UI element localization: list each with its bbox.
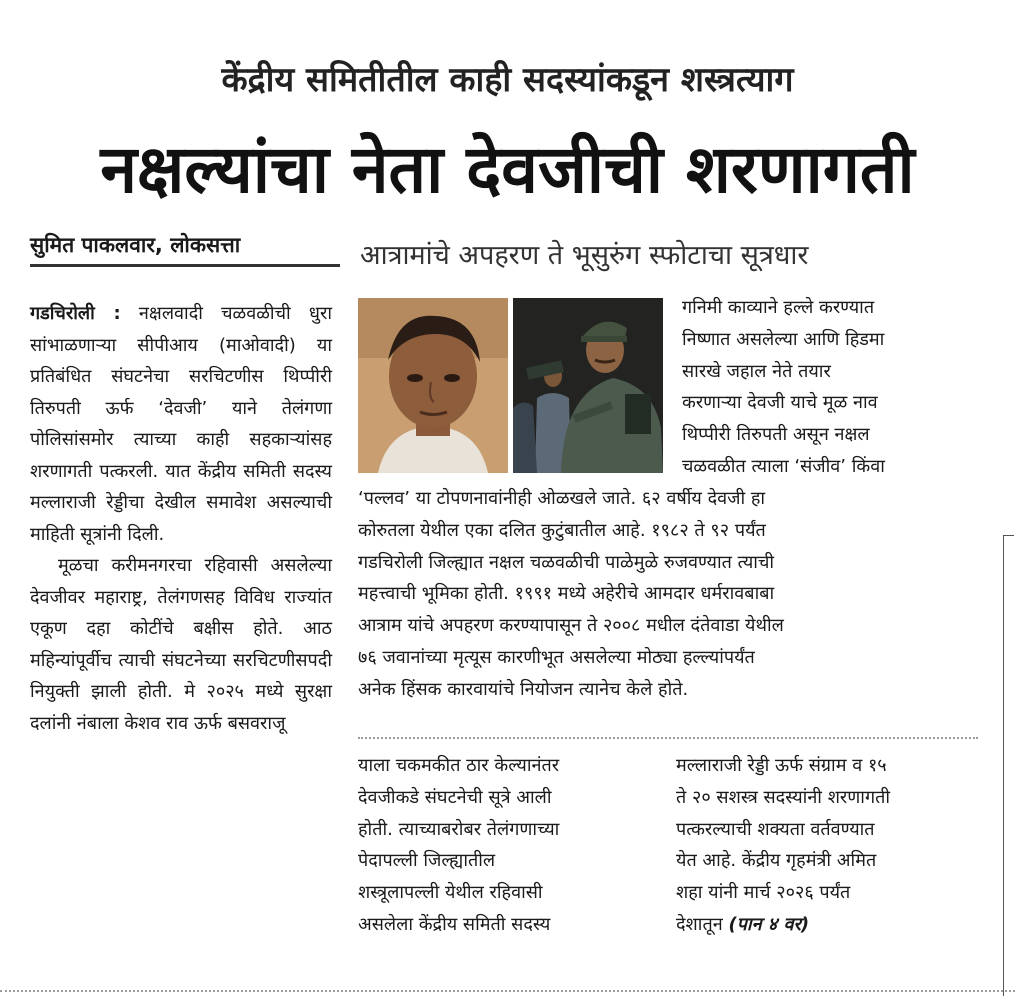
byline: सुमित पाकलवार, लोकसत्ता <box>30 231 340 267</box>
sidebar-body-line: कोरुतला येथील एका दलित कुटुंबातील आहे. १९८२ ते ९२ पर्यंत <box>358 519 766 541</box>
column-line: शस्त्रूलापल्ली येथील रहिवासी <box>358 882 543 904</box>
main-headline: नक्षल्यांचा नेता देवजीची शरणागती <box>100 131 915 208</box>
column-line: पत्करल्याची शक्यता वर्तवण्यात <box>676 818 875 840</box>
left-column <box>30 298 332 739</box>
column-line: मल्लाराजी रेड्डी ऊर्फ संग्राम व १५ <box>676 755 887 776</box>
sidebar-intro-lines <box>682 292 978 483</box>
adjacent-column-edge <box>1003 535 1014 996</box>
sidebar-line: थिप्पीरी तिरुपती असून नक्षल <box>682 424 870 446</box>
sidebar-body-line: ७६ जवानांच्या मृत्यूस कारणीभूत असलेल्या मोठ्या हल्ल्यांपर्यंत <box>358 646 755 668</box>
right-column <box>676 750 978 941</box>
bottom-divider <box>0 990 1015 992</box>
sidebar-line: गनिमी काव्याने हल्ले करण्यात <box>682 297 875 318</box>
column-line: ते २० सशस्त्र सदस्यांनी शरणागती <box>676 786 891 808</box>
sidebar-subhead: आत्रामांचे अपहरण ते भूसुरुंग स्फोटाचा सूत्रधार <box>360 240 809 271</box>
sidebar-body <box>358 483 978 706</box>
second-paragraph: मूळचा करीमनगरचा रहिवासी असलेल्या देवजीवर महाराष्ट्र, तेलंगणसह विविध राज्यांत एकूण दहा कोटींचे बक्षीस होते. आठ महिन्यांपूर्वीच त्याची संघटनेच्या सरचिटणीसपदी नियुक्ती झाली होती. मे २०२५ मध्ये सुरक्षा दलांनी नंबाला केशव राव ऊर्फ बसवराजू <box>30 555 332 734</box>
sidebar-line: करणाऱ्या देवजी याचे मूळ नाव <box>682 392 878 414</box>
sidebar-line: निष्णात असलेल्या आणि हिडमा <box>682 328 885 350</box>
sidebar-body-line: महत्त्वाची भूमिका होती. १९९१ मध्ये अहेरीचे आमदार धर्मरावबाबा <box>358 583 775 605</box>
column-line-last <box>676 909 978 941</box>
sidebar-line: सारखे जहाल नेते तयार <box>682 360 831 382</box>
sidebar-body-line: ‘पल्लव’ या टोपणनावांनीही ओळखले जाते. ६२ वर्षीय देवजी हा <box>358 488 766 509</box>
sidebar-line: चळवळीत त्याला ‘संजीव’ किंवा <box>682 455 885 477</box>
lead-text: नक्षलवादी चळवळीची धुरा सांभाळणाऱ्या सीपीआय (माओवादी) या प्रतिबंधित संघटनेचा सरचिटणीस थिप्पीरी तिरुपती ऊर्फ ‘देवजी’ याने तेलंगणा पोलिसांसमोर त्याच्या काही सहकाऱ्यांसह शरणागती पत्करली. यात केंद्रीय समिती सदस्य मल्लाराजी रेड्डीचा देखील समावेश असल्याची माहिती सूत्रांनी दिली. <box>30 303 332 545</box>
sidebar-body-line: गडचिरोली जिल्ह्यात नक्षल चळवळीची पाळेमुळे रुजवण्यात त्याची <box>358 551 775 573</box>
continued-on-page-link[interactable]: (पान ४ वर) <box>728 913 810 935</box>
sidebar-body-line: अनेक हिंसक कारवायांचे नियोजन त्यानेच केले होते. <box>358 678 689 700</box>
kicker-headline: केंद्रीय समितीतील काही सदस्यांकडून शस्त्रत्याग <box>221 60 794 100</box>
last-line-text: देशातून <box>676 913 723 935</box>
column-line: होती. त्याच्याबरोबर तेलंगणाच्या <box>358 818 560 840</box>
column-line: येत आहे. केंद्रीय गृहमंत्री अमित <box>676 850 877 872</box>
column-line: देवजीकडे संघटनेची सूत्रे आली <box>358 786 552 808</box>
sidebar-body-line: आत्राम यांचे अपहरण करण्यापासून ते २००८ मधील दंतेवाडा येथील <box>358 615 784 637</box>
portrait-photo <box>358 298 508 473</box>
middle-column <box>358 750 658 941</box>
lead-paragraph <box>30 298 332 550</box>
column-line: असलेला केंद्रीय समिती सदस्य <box>358 913 551 935</box>
column-line: पेदापल्ली जिल्ह्यातील <box>358 850 496 872</box>
officer-photo <box>513 298 663 473</box>
dateline: गडचिरोली : <box>30 303 121 324</box>
section-divider <box>358 737 978 739</box>
column-line: शहा यांनी मार्च २०२६ पर्यंत <box>676 882 851 904</box>
column-line: याला चकमकीत ठार केल्यानंतर <box>358 755 560 776</box>
